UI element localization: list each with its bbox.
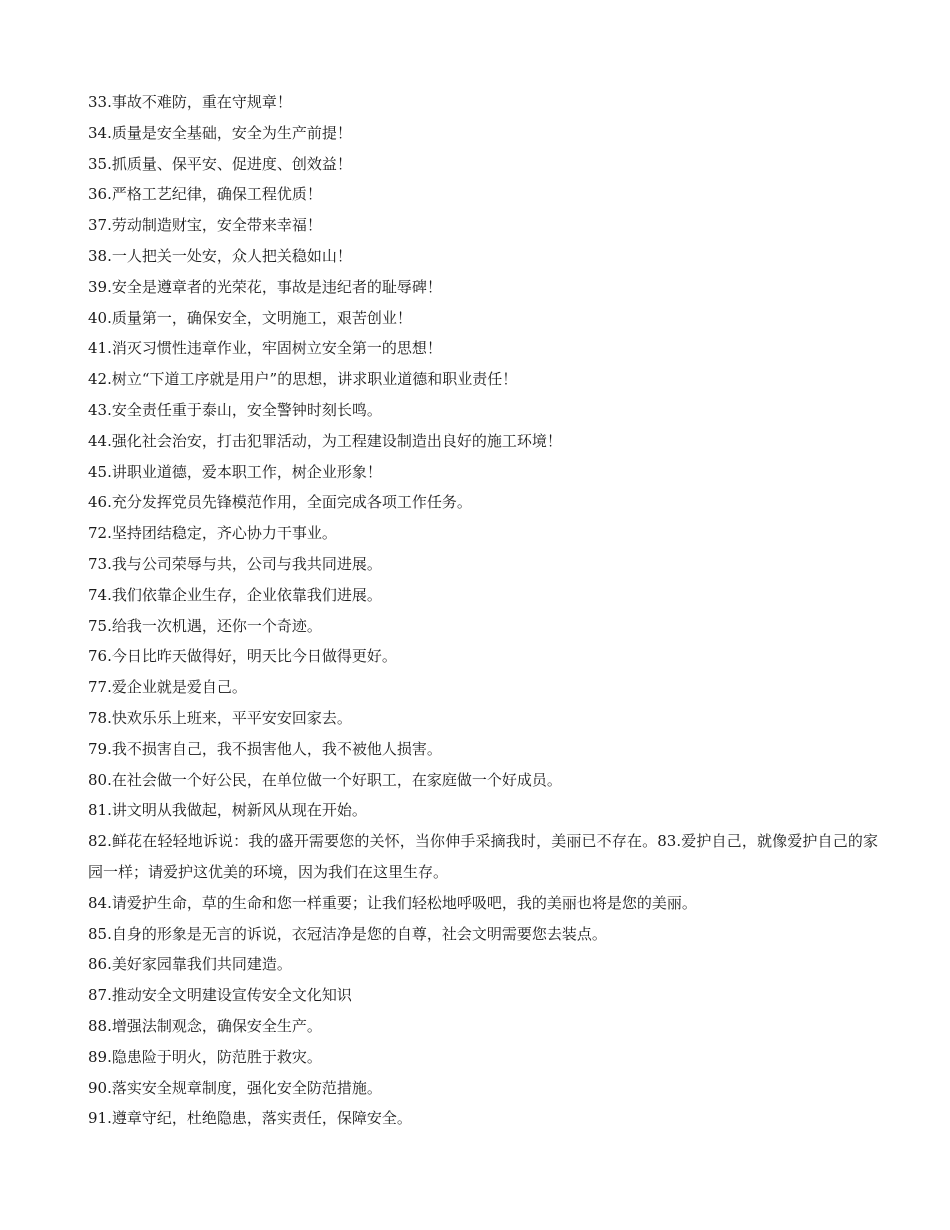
slogan-line: 80.在社会做一个好公民，在单位做一个好职工，在家庭做一个好成员。	[88, 770, 562, 789]
slogan-line: 42.树立“下道工序就是用户”的思想，讲求职业道德和职业责任！	[88, 370, 518, 389]
slogan-line: 43.安全责任重于泰山，安全警钟时刻长鸣。	[88, 400, 382, 419]
slogan-line: 38.一人把关一处安，众人把关稳如山！	[88, 246, 352, 265]
slogan-line: 45.讲职业道德，爱本职工作，树企业形象！	[88, 462, 382, 481]
slogan-line: 77.爱企业就是爱自己。	[88, 678, 247, 697]
slogan-line: 88.增强法制观念，确保安全生产。	[88, 1016, 322, 1035]
slogan-line: 39.安全是遵章者的光荣花，事故是违纪者的耻辱碑！	[88, 277, 442, 296]
slogan-line: 81.讲文明从我做起，树新风从现在开始。	[88, 801, 367, 820]
slogan-line: 46.充分发挥党员先锋模范作用，全面完成各项工作任务。	[88, 493, 472, 512]
slogan-line: 85.自身的形象是无言的诉说，衣冠洁净是您的自尊，社会文明需要您去装点。	[88, 924, 607, 943]
slogan-line: 34.质量是安全基础，安全为生产前提！	[88, 123, 352, 142]
slogan-line: 86.美好家园靠我们共同建造。	[88, 955, 292, 974]
slogan-line: 90.落实安全规章制度，强化安全防范措施。	[88, 1078, 382, 1097]
slogan-line: 37.劳动制造财宝，安全带来幸福！	[88, 216, 322, 235]
slogan-list	[88, 87, 878, 1134]
slogan-line: 41.消灭习惯性违章作业，牢固树立安全第一的思想！	[88, 339, 442, 358]
slogan-line: 75.给我一次机遇，还你一个奇迹。	[88, 616, 322, 635]
slogan-line: 78.快欢乐乐上班来，平平安安回家去。	[88, 708, 352, 727]
slogan-line: 72.坚持团结稳定，齐心协力干事业。	[88, 524, 337, 543]
slogan-line: 76.今日比昨天做得好，明天比今日做得更好。	[88, 647, 397, 666]
slogan-line: 40.质量第一，确保安全，文明施工，艰苦创业！	[88, 308, 412, 327]
slogan-line: 89.隐患险于明火，防范胜于救灾。	[88, 1047, 322, 1066]
slogan-line: 91.遵章守纪，杜绝隐患，落实责任，保障安全。	[88, 1109, 412, 1128]
slogan-line: 44.强化社会治安，打击犯罪活动，为工程建设制造出良好的施工环境！	[88, 431, 562, 450]
slogan-line: 35.抓质量、保平安、促进度、创效益！	[88, 154, 352, 173]
slogan-line: 74.我们依靠企业生存，企业依靠我们进展。	[88, 585, 382, 604]
slogan-line: 82.鲜花在轻轻地诉说：我的盛开需要您的关怀，当你伸手采摘我时，美丽已不存在。83.爱护自己，就像爱护自己的家园一样；请爱护这优美的环境，因为我们在这里生存。	[88, 832, 878, 881]
slogan-line: 33.事故不难防，重在守规章！	[88, 93, 292, 111]
slogan-line: 36.严格工艺纪律，确保工程优质！	[88, 185, 322, 204]
slogan-line: 84.请爱护生命，草的生命和您一样重要；让我们轻松地呼吸吧，我的美丽也将是您的美丽。	[88, 893, 697, 912]
slogan-line: 73.我与公司荣辱与共，公司与我共同进展。	[88, 554, 382, 573]
slogan-line: 87.推动安全文明建设宣传安全文化知识	[88, 986, 352, 1005]
slogan-line: 79.我不损害自己，我不损害他人，我不被他人损害。	[88, 739, 442, 758]
